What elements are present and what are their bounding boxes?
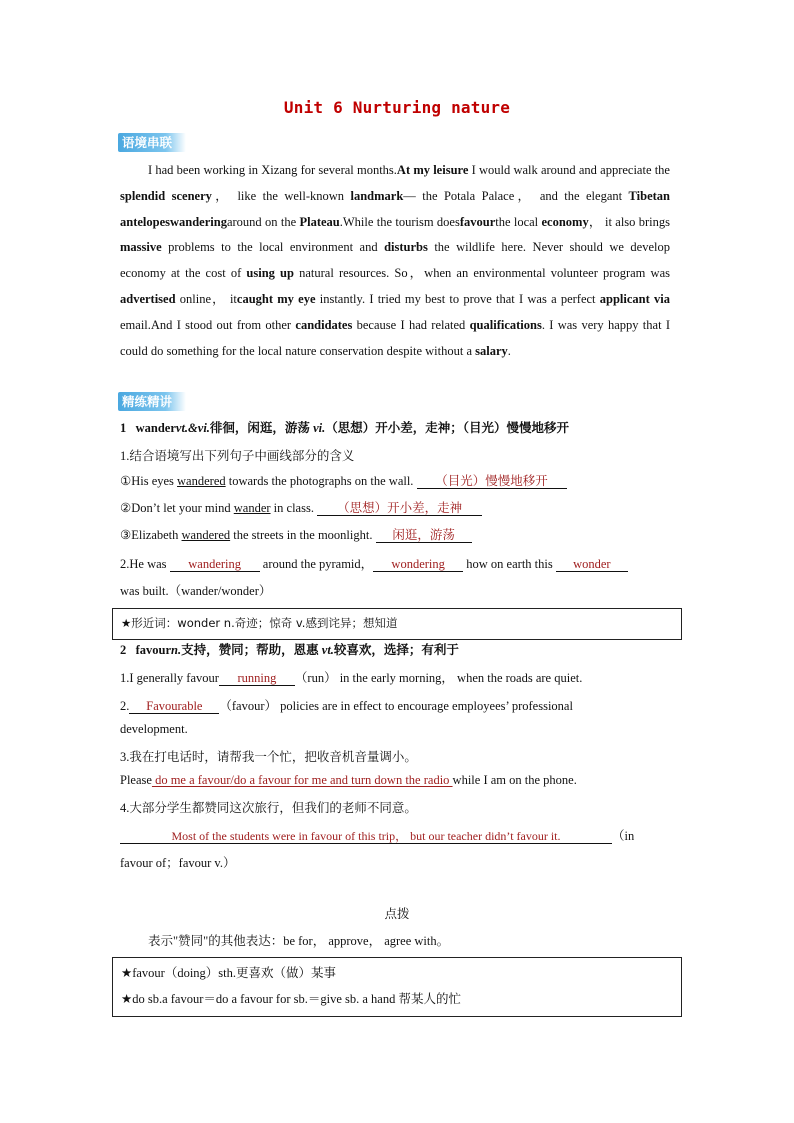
answer-blank[interactable]: Favourable xyxy=(129,699,219,714)
item2-q1: 1.I generally favour running （run） in the early morning， when the roads are quiet. xyxy=(120,671,583,685)
answer-blank[interactable]: （目光）慢慢地移开 xyxy=(417,474,567,489)
item2-heading: 2 favourn.支持，赞同；帮助，恩惠 vt.较喜欢，选择；有利于 xyxy=(120,643,459,657)
item2-q3: Please do me a favour/do a favour for me and turn down the radio while I am on the phone. xyxy=(120,773,577,787)
note-line: ★do sb.a favour＝do a favour for sb.＝give sb. a hand 帮某人的忙 xyxy=(121,992,461,1006)
note-box-favour xyxy=(112,957,682,1017)
answer-blank[interactable]: do me a favour/do a favour for me and turn down the radio xyxy=(151,773,453,787)
item1-q1c: ③Elizabeth wandered the streets in the moonlight. 闲逛，游荡 xyxy=(120,527,680,543)
context-passage: I had been working in Xizang for several months.At my leisure I would walk around and appreciate the splendid scenery， like the well-known landmark— the Potala Palace， and the elegant Tibetan antelopeswanderingaround on the Plateau.While the tourism doesfavourthe local economy， it also brings massive problems to the local environment and disturbs the wildlife here. Never should we develop economy at the cost of using up natural resources. So，when an environmental volunteer program was advertised online， itcaught my eye instantly. I tried my best to prove that I was a perfect applicant via email.And I stood out from other candidates because I had related qualifications. I was very happy that I could do something for the local nature conservation despite without a salary. xyxy=(120,163,671,358)
item1-q1b: ②Don’t let your mind wander in class. （思想）开小差，走神 xyxy=(120,500,680,516)
item2-q3-cn: 3.我在打电话时，请帮我一个忙，把收音机音量调小。 xyxy=(120,750,417,764)
section-tag-context: 语境串联 xyxy=(118,133,186,152)
answer-blank[interactable]: Most of the students were in favour of this trip， but our teacher didn’t favour it. xyxy=(120,829,612,844)
item1-q2-cont: was built.（wander/wonder） xyxy=(120,584,272,598)
answer-blank[interactable]: running xyxy=(219,671,295,686)
item2-q4: Most of the students were in favour of this trip， but our teacher didn’t favour it. （in xyxy=(120,826,680,844)
item2-q4-cont: favour of；favour v.） xyxy=(120,856,236,870)
page-title: Unit 6 Nurturing nature xyxy=(283,98,511,117)
tip-heading: 点拨 xyxy=(384,907,410,921)
item1-heading: 1 wandervt.&vi.徘徊，闲逛，游荡 vi.（思想）开小差，走神；（目光）慢慢地移开 xyxy=(120,421,569,435)
answer-blank[interactable]: wondering xyxy=(373,557,463,572)
note-line: ★favour（doing）sth.更喜欢（做）某事 xyxy=(121,966,337,980)
item2-q2: 2. Favourable （favour） policies are in effect to encourage employees’ professional xyxy=(120,699,573,713)
note-box-wonder: ★形近词：wonder n.奇迹；惊奇 v.感到诧异；想知道 xyxy=(112,608,682,640)
item1-q1-label: 1.结合语境写出下列句子中画线部分的含义 xyxy=(120,449,355,463)
section-tag-practice: 精练精讲 xyxy=(118,392,186,411)
answer-blank[interactable]: 闲逛，游荡 xyxy=(376,528,472,543)
tip-text: 表示"赞同"的其他表达：be for， approve， agree with。 xyxy=(148,934,450,948)
answer-blank[interactable]: wonder xyxy=(556,557,628,572)
item1-q2: 2.He was wandering around the pyramid， wondering how on earth this wonder xyxy=(120,554,680,572)
item1-q1a: ①His eyes wandered towards the photographs on the wall. （目光）慢慢地移开 xyxy=(120,473,680,489)
item2-q2-cont: development. xyxy=(120,722,188,736)
answer-blank[interactable]: （思想）开小差，走神 xyxy=(317,501,482,516)
answer-blank[interactable]: wandering xyxy=(170,557,260,572)
item2-q4-cn: 4.大部分学生都赞同这次旅行，但我们的老师不同意。 xyxy=(120,801,417,815)
